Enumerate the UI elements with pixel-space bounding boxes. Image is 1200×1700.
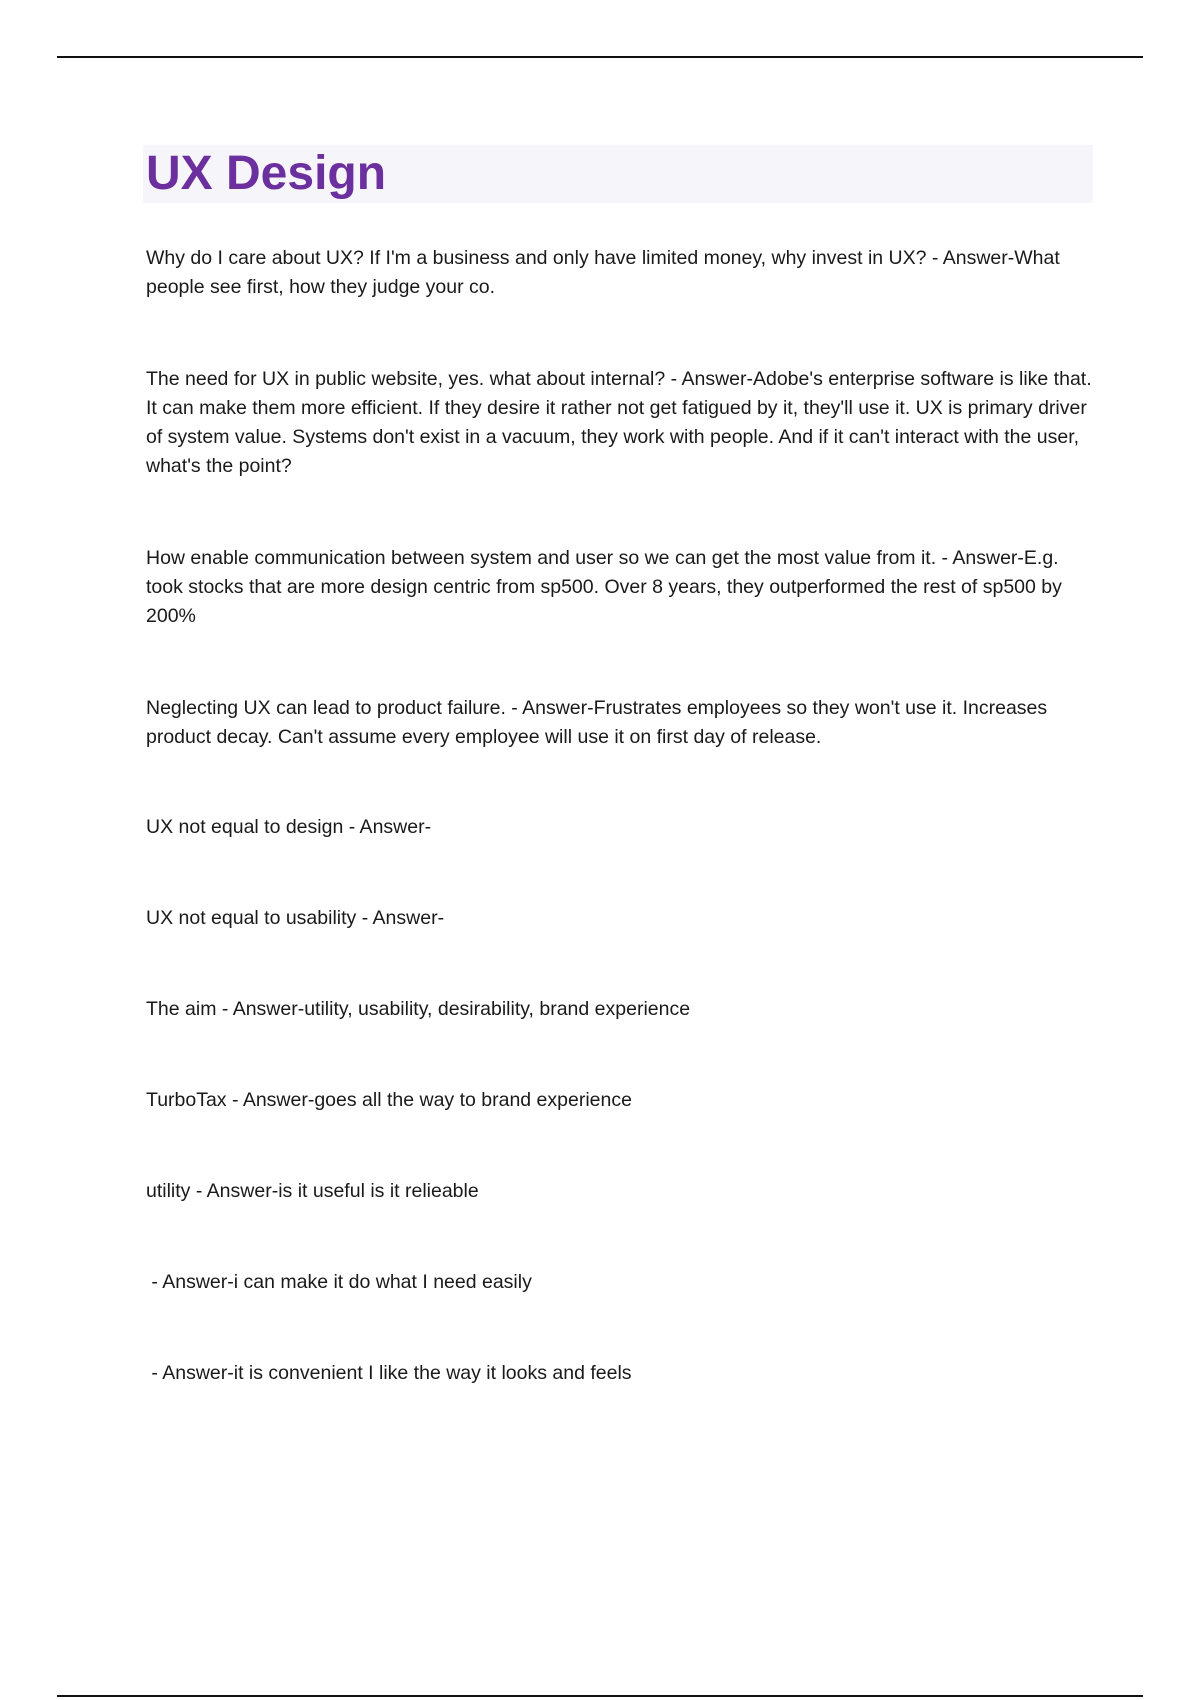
qa-entry: - Answer-it is convenient I like the way it looks and feels: [146, 1362, 632, 1384]
top-rule: [57, 56, 1143, 58]
qa-entry: How enable communication between system and user so we can get the most value from it. - Answer-E.g. took stocks that are more design centric from sp500. Over 8 years, they outperformed the rest of sp500 by 200%: [146, 547, 1062, 627]
qa-entry: UX not equal to usability - Answer-: [146, 907, 445, 929]
page-title: UX Design: [146, 147, 387, 200]
qa-entry: TurboTax - Answer-goes all the way to brand experience: [146, 1089, 632, 1111]
qa-entry: Why do I care about UX? If I'm a business and only have limited money, why invest in UX? - Answer-What people see first, how they judge your co.: [146, 247, 1060, 298]
bottom-rule: [57, 1695, 1143, 1697]
qa-entry: The aim - Answer-utility, usability, desirability, brand experience: [146, 998, 691, 1020]
qa-entry: utility - Answer-is it useful is it relieable: [146, 1180, 479, 1202]
qa-entry: Neglecting UX can lead to product failure. - Answer-Frustrates employees so they won't use it. Increases product decay. Can't assume every employee will use it on first day of release.: [146, 697, 1048, 748]
qa-entry: UX not equal to design - Answer-: [146, 816, 432, 838]
qa-entry: The need for UX in public website, yes. what about internal? - Answer-Adobe's enterprise software is like that. It can make them more efficient. If they desire it rather not get fatigued by it, they'll use it. UX is primary driver of system value. Systems don't exist in a vacuum, they work with people. And if it can't interact with the user, what's the point?: [146, 368, 1092, 477]
qa-entry: - Answer-i can make it do what I need easily: [146, 1271, 532, 1293]
